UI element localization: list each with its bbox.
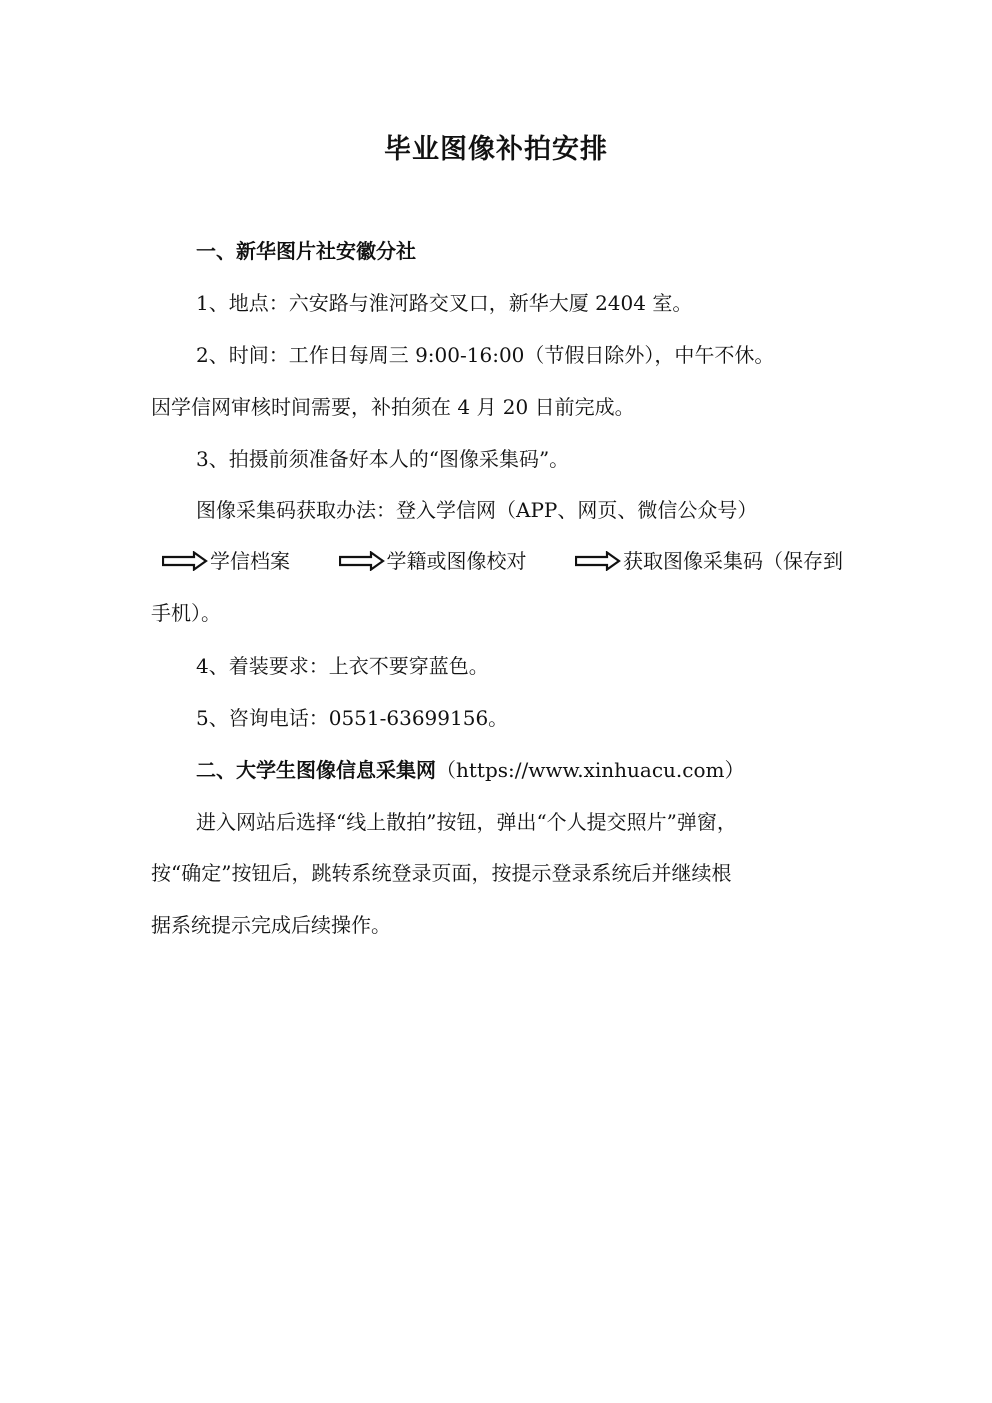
page-title: 毕业图像补拍安排 (384, 134, 608, 165)
section-heading-2 (196, 757, 744, 783)
step-1 (162, 548, 290, 574)
method-steps (162, 548, 843, 574)
section-heading-2-text: 二、大学生图像信息采集网 (196, 758, 436, 782)
step-label: 学籍或图像校对 (386, 549, 527, 573)
item-location: 1、地点：六安路与淮河路交叉口，新华大厦 2404 室。 (196, 291, 693, 315)
double-right-arrow-icon (339, 551, 385, 571)
double-right-arrow-icon (162, 551, 208, 571)
double-right-arrow-icon (575, 551, 621, 571)
item-time: 2、时间：工作日每周三 9:00-16:00（节假日除外），中午不休。 (196, 343, 775, 367)
method-end: 手机）。 (151, 601, 221, 625)
website-url: （https://www.xinhuacu.com） (436, 758, 745, 782)
item-phone: 5、咨询电话：0551-63699156。 (196, 706, 509, 730)
paragraph-line-1: 进入网站后选择“线上散拍”按钮，弹出“个人提交照片”弹窗， (196, 810, 737, 834)
step-2 (339, 548, 527, 574)
paragraph-line-2: 按“确定”按钮后，跳转系统登录页面，按提示登录系统后并继续根 (151, 861, 732, 885)
section-heading-1: 一、新华图片社安徽分社 (196, 239, 416, 263)
method-intro: 图像采集码获取办法：登入学信网（APP、网页、微信公众号） (196, 498, 758, 522)
step-label: 获取图像采集码（保存到 (623, 549, 843, 573)
item-dress-code: 4、着装要求：上衣不要穿蓝色。 (196, 654, 489, 678)
item-prepare-code: 3、拍摄前须准备好本人的“图像采集码”。 (196, 447, 570, 471)
step-label: 学信档案 (210, 549, 290, 573)
item-time-continued: 因学信网审核时间需要，补拍须在 4 月 20 日前完成。 (151, 395, 635, 419)
paragraph-line-3: 据系统提示完成后续操作。 (151, 913, 391, 937)
step-3 (575, 548, 843, 574)
